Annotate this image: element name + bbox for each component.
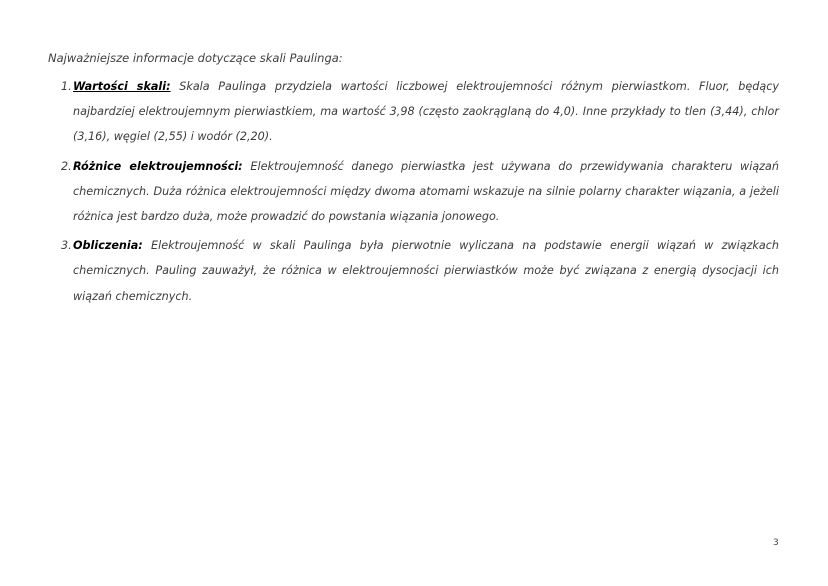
item-text: Elektroujemność w skali Paulinga była pierwotnie wyliczana na podstawie energii wiązań w związkach chemicznych. Pauling zauważył, że różnica w elektroujemności pierwiastków może być związana z energią dysocjacji ich wiązań chemicznych. [73, 239, 779, 303]
list-number: 2. [61, 159, 72, 173]
list-number: 3. [61, 239, 72, 253]
item-text: Elektroujemność danego pierwiastka jest używana do przewidywania charakteru wiązań chemicznych. Duża różnica elektroujemności między dwoma atomami wskazuje na silnie polarny charakter wiązania, a jeżeli różnica jest bardzo duża, może prowadzić do powstania wiązania jonowego. [73, 159, 779, 224]
intro-heading: Najważniejsze informacje dotyczące skali Paulinga: [48, 51, 343, 65]
item-text: Skala Paulinga przydziela wartości liczbowej elektroujemności różnym pierwiastkom. Fluor, będący najbardziej elektroujemnym pierwiastkiem, ma wartość 3,98 (często zaokrąglaną do 4,0). Inne przykłady to tlen (3,44), chlor (3,16), węgiel (2,55) i wodór (2,20). [73, 80, 779, 144]
page-number: 3 [773, 538, 779, 548]
term-values: Wartości skali: [73, 80, 171, 93]
list-item-calculations [61, 233, 779, 309]
term-calculations: Obliczenia [73, 239, 139, 253]
list-item-values [61, 74, 779, 150]
list-number: 1. [61, 80, 72, 93]
term-colon: : [138, 239, 143, 253]
info-list [61, 74, 779, 313]
term-differences: Różnice elektroujemności: [73, 159, 243, 173]
list-item-differences [61, 154, 779, 230]
